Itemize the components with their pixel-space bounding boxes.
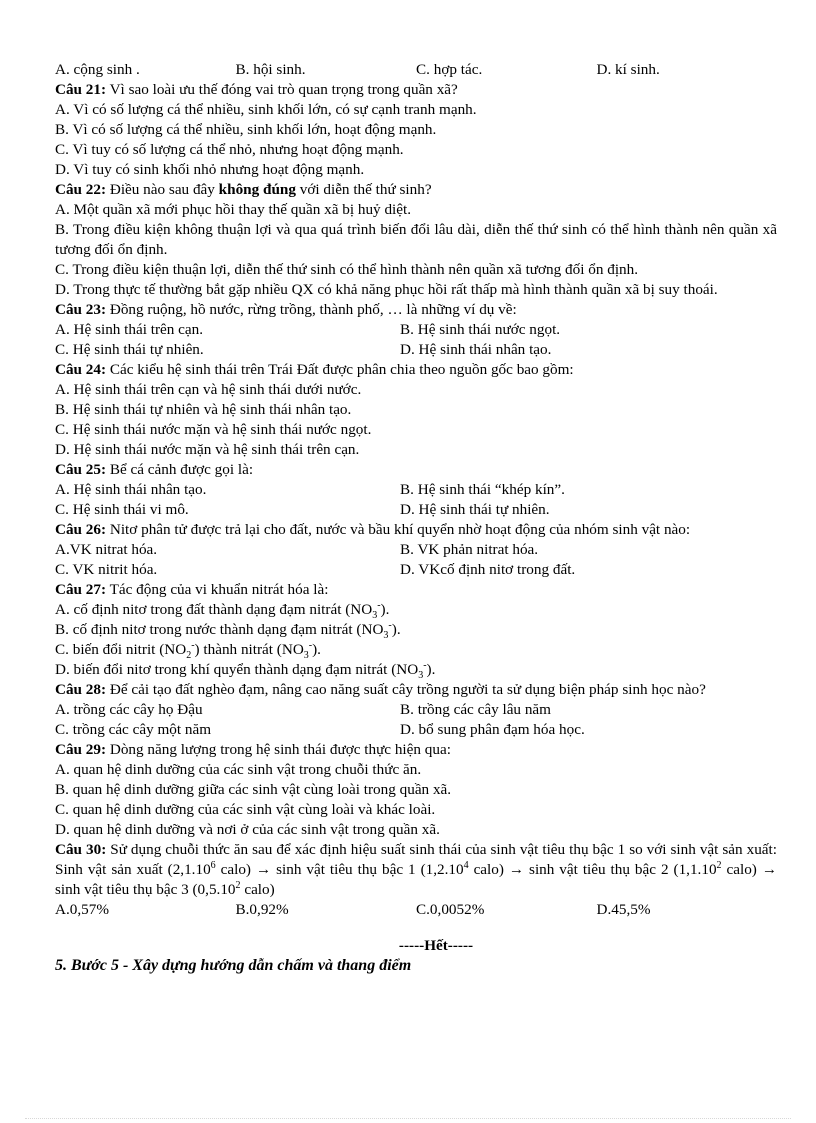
q22-option-a: A. Một quần xã mới phục hồi thay thế quần xã bị huỷ diệt. bbox=[55, 201, 412, 218]
q28-option-a: A. trồng các cây họ Đậu bbox=[55, 701, 203, 718]
q26-option-b: B. VK phản nitrat hóa. bbox=[400, 541, 539, 558]
end-of-exam-mark: -----Hết----- bbox=[398, 937, 474, 954]
step5-heading: 5. Bước 5 - Xây dựng hướng dẫn chấm và thang điểm bbox=[55, 957, 412, 974]
q29-stem: Câu 29: Dòng năng lượng trong hệ sinh thái được thực hiện qua: bbox=[55, 741, 451, 758]
q23-options-row2 bbox=[55, 340, 777, 360]
q20-option-d: D. kí sinh. bbox=[596, 61, 660, 78]
exam-page bbox=[55, 60, 777, 976]
q27-option-d: D. biến đổi nitơ trong khí quyển thành dạng đạm nitrát $(NO_3^-)$. bbox=[55, 659, 436, 682]
q23-option-c: C. Hệ sinh thái tự nhiên. bbox=[55, 341, 204, 358]
q26-option-a: A.VK nitrat hóa. bbox=[55, 541, 158, 558]
q26-options-row2 bbox=[55, 560, 777, 580]
q26-label: Câu 26: bbox=[55, 521, 107, 538]
q27-option-a: A. cố định nitơ trong đất thành dạng đạm nitrát $(NO_3^-)$. bbox=[55, 599, 390, 622]
q30-stem: Câu 30: Sử dụng chuỗi thức ăn sau để xác định hiệu suất sinh thái của sinh vật tiêu thụ bậc 1 so với sinh vật sản xuất: Sinh vật sản xuất (2,1.10$^6$ calo) → sinh vật tiêu thụ bậc 1 (1,2.10$^4$ calo) → sinh vật tiêu thụ bậc 2 (1,1.10$^2$ calo) → sinh vật tiêu thụ bậc 3 (0,5.10$^2$ calo) bbox=[55, 841, 778, 898]
q24-option-d: D. Hệ sinh thái nước mặn và hệ sinh thái trên cạn. bbox=[55, 441, 360, 458]
q28-stem: Câu 28: Để cải tạo đất nghèo đạm, nâng cao năng suất cây trồng người ta sử dụng biện pháp sinh học nào? bbox=[55, 681, 706, 698]
q22-option-c: C. Trong điều kiện thuận lợi, diễn thế thứ sinh có thể hình thành nên quần xã tương đối ổn định. bbox=[55, 261, 639, 278]
q26-stem: Câu 26: Nitơ phân tử được trả lại cho đất, nước và bầu khí quyển nhờ hoạt động của nhóm sinh vật nào: bbox=[55, 521, 691, 538]
q22-label: Câu 22: bbox=[55, 181, 107, 198]
q27-option-b: B. cố định nitơ trong nước thành dạng đạm nitrát $(NO_3^-)$. bbox=[55, 619, 401, 642]
q20-option-a: A. cộng sinh . bbox=[55, 61, 140, 78]
q23-option-d: D. Hệ sinh thái nhân tạo. bbox=[400, 341, 552, 358]
q21-option-a: A. Vì có số lượng cá thể nhiều, sinh khối lớn, có sự cạnh tranh mạnh. bbox=[55, 101, 477, 118]
q23-options-row1 bbox=[55, 320, 777, 340]
q23-option-a: A. Hệ sinh thái trên cạn. bbox=[55, 321, 204, 338]
q22-emphasis: không đúng bbox=[218, 181, 296, 198]
q27-label: Câu 27: bbox=[55, 581, 107, 598]
q21-stem: Câu 21: Vì sao loài ưu thế đóng vai trò quan trọng trong quần xã? bbox=[55, 81, 458, 98]
page-bottom-divider bbox=[25, 1118, 791, 1119]
q25-options-row2 bbox=[55, 500, 777, 520]
q20-options bbox=[55, 60, 777, 80]
q20-option-b: B. hội sinh. bbox=[235, 61, 306, 78]
q23-stem: Câu 23: Đồng ruộng, hồ nước, rừng trồng, thành phố, … là những ví dụ về: bbox=[55, 301, 517, 318]
q23-label: Câu 23: bbox=[55, 301, 107, 318]
q29-option-a: A. quan hệ dinh dưỡng của các sinh vật trong chuỗi thức ăn. bbox=[55, 761, 422, 778]
q22-option-d: D. Trong thực tế thường bắt gặp nhiều QX có khả năng phục hồi rất thấp mà hình thành quần xã bị suy thoái. bbox=[55, 281, 718, 298]
q24-option-a: A. Hệ sinh thái trên cạn và hệ sinh thái dưới nước. bbox=[55, 381, 362, 398]
q26-options-row1 bbox=[55, 540, 777, 560]
q29-option-d: D. quan hệ dinh dưỡng và nơi ở của các sinh vật trong quần xã. bbox=[55, 821, 440, 838]
q29-option-b: B. quan hệ dinh dưỡng giữa các sinh vật cùng loài trong quần xã. bbox=[55, 781, 452, 798]
q25-options-row1 bbox=[55, 480, 777, 500]
q26-option-c: C. VK nitrit hóa. bbox=[55, 561, 158, 578]
q22-stem: Câu 22: Điều nào sau đây không đúng với diễn thế thứ sinh? bbox=[55, 181, 432, 198]
q30-label: Câu 30: bbox=[55, 841, 107, 858]
q28-options-row1 bbox=[55, 700, 777, 720]
q28-option-b: B. trồng các cây lâu năm bbox=[400, 701, 551, 718]
q21-option-d: D. Vì tuy có sinh khối nhỏ nhưng hoạt động mạnh. bbox=[55, 161, 365, 178]
q29-option-c: C. quan hệ dinh dưỡng của các sinh vật cùng loài và khác loài. bbox=[55, 801, 436, 818]
q26-option-d: D. VKcố định nitơ trong đất. bbox=[400, 561, 576, 578]
q30-option-c: C.0,0052% bbox=[416, 901, 485, 918]
q30-options bbox=[55, 900, 777, 920]
q24-stem: Câu 24: Các kiểu hệ sinh thái trên Trái Đất được phân chia theo nguồn gốc bao gồm: bbox=[55, 361, 574, 378]
q25-option-d: D. Hệ sinh thái tự nhiên. bbox=[400, 501, 550, 518]
q25-option-b: B. Hệ sinh thái “khép kín”. bbox=[400, 481, 565, 498]
q30-option-a: A.0,57% bbox=[55, 901, 109, 918]
q25-option-a: A. Hệ sinh thái nhân tạo. bbox=[55, 481, 207, 498]
q25-option-c: C. Hệ sinh thái vi mô. bbox=[55, 501, 189, 518]
q22-option-b: B. Trong điều kiện không thuận lợi và qua quá trình biến đổi lâu dài, diễn thế thứ sinh có thể hình thành nên quần xã tương đối ổn định. bbox=[55, 221, 777, 258]
q23-option-b: B. Hệ sinh thái nước ngọt. bbox=[400, 321, 561, 338]
q24-option-c: C. Hệ sinh thái nước mặn và hệ sinh thái nước ngọt. bbox=[55, 421, 372, 438]
q21-option-c: C. Vì tuy có số lượng cá thể nhỏ, nhưng hoạt động mạnh. bbox=[55, 141, 404, 158]
q28-option-d: D. bổ sung phân đạm hóa học. bbox=[400, 721, 585, 738]
q28-label: Câu 28: bbox=[55, 681, 107, 698]
q29-label: Câu 29: bbox=[55, 741, 107, 758]
q21-option-b: B. Vì có số lượng cá thể nhiều, sinh khối lớn, hoạt động mạnh. bbox=[55, 121, 437, 138]
q28-option-c: C. trồng các cây một năm bbox=[55, 721, 212, 738]
q21-label: Câu 21: bbox=[55, 81, 107, 98]
q28-options-row2 bbox=[55, 720, 777, 740]
q25-label: Câu 25: bbox=[55, 461, 107, 478]
q20-option-c: C. hợp tác. bbox=[416, 61, 483, 78]
q25-stem: Câu 25: Bể cá cảnh được gọi là: bbox=[55, 461, 254, 478]
q24-option-b: B. Hệ sinh thái tự nhiên và hệ sinh thái nhân tạo. bbox=[55, 401, 352, 418]
q27-option-c: C. biến đổi nitrit $(NO_2^-)$ thành nitrát $(NO_3^-)$. bbox=[55, 639, 321, 662]
q24-label: Câu 24: bbox=[55, 361, 107, 378]
q30-option-d: D.45,5% bbox=[596, 901, 651, 918]
q27-stem: Câu 27: Tác động của vi khuẩn nitrát hóa là: bbox=[55, 581, 329, 598]
q30-option-b: B.0,92% bbox=[235, 901, 289, 918]
